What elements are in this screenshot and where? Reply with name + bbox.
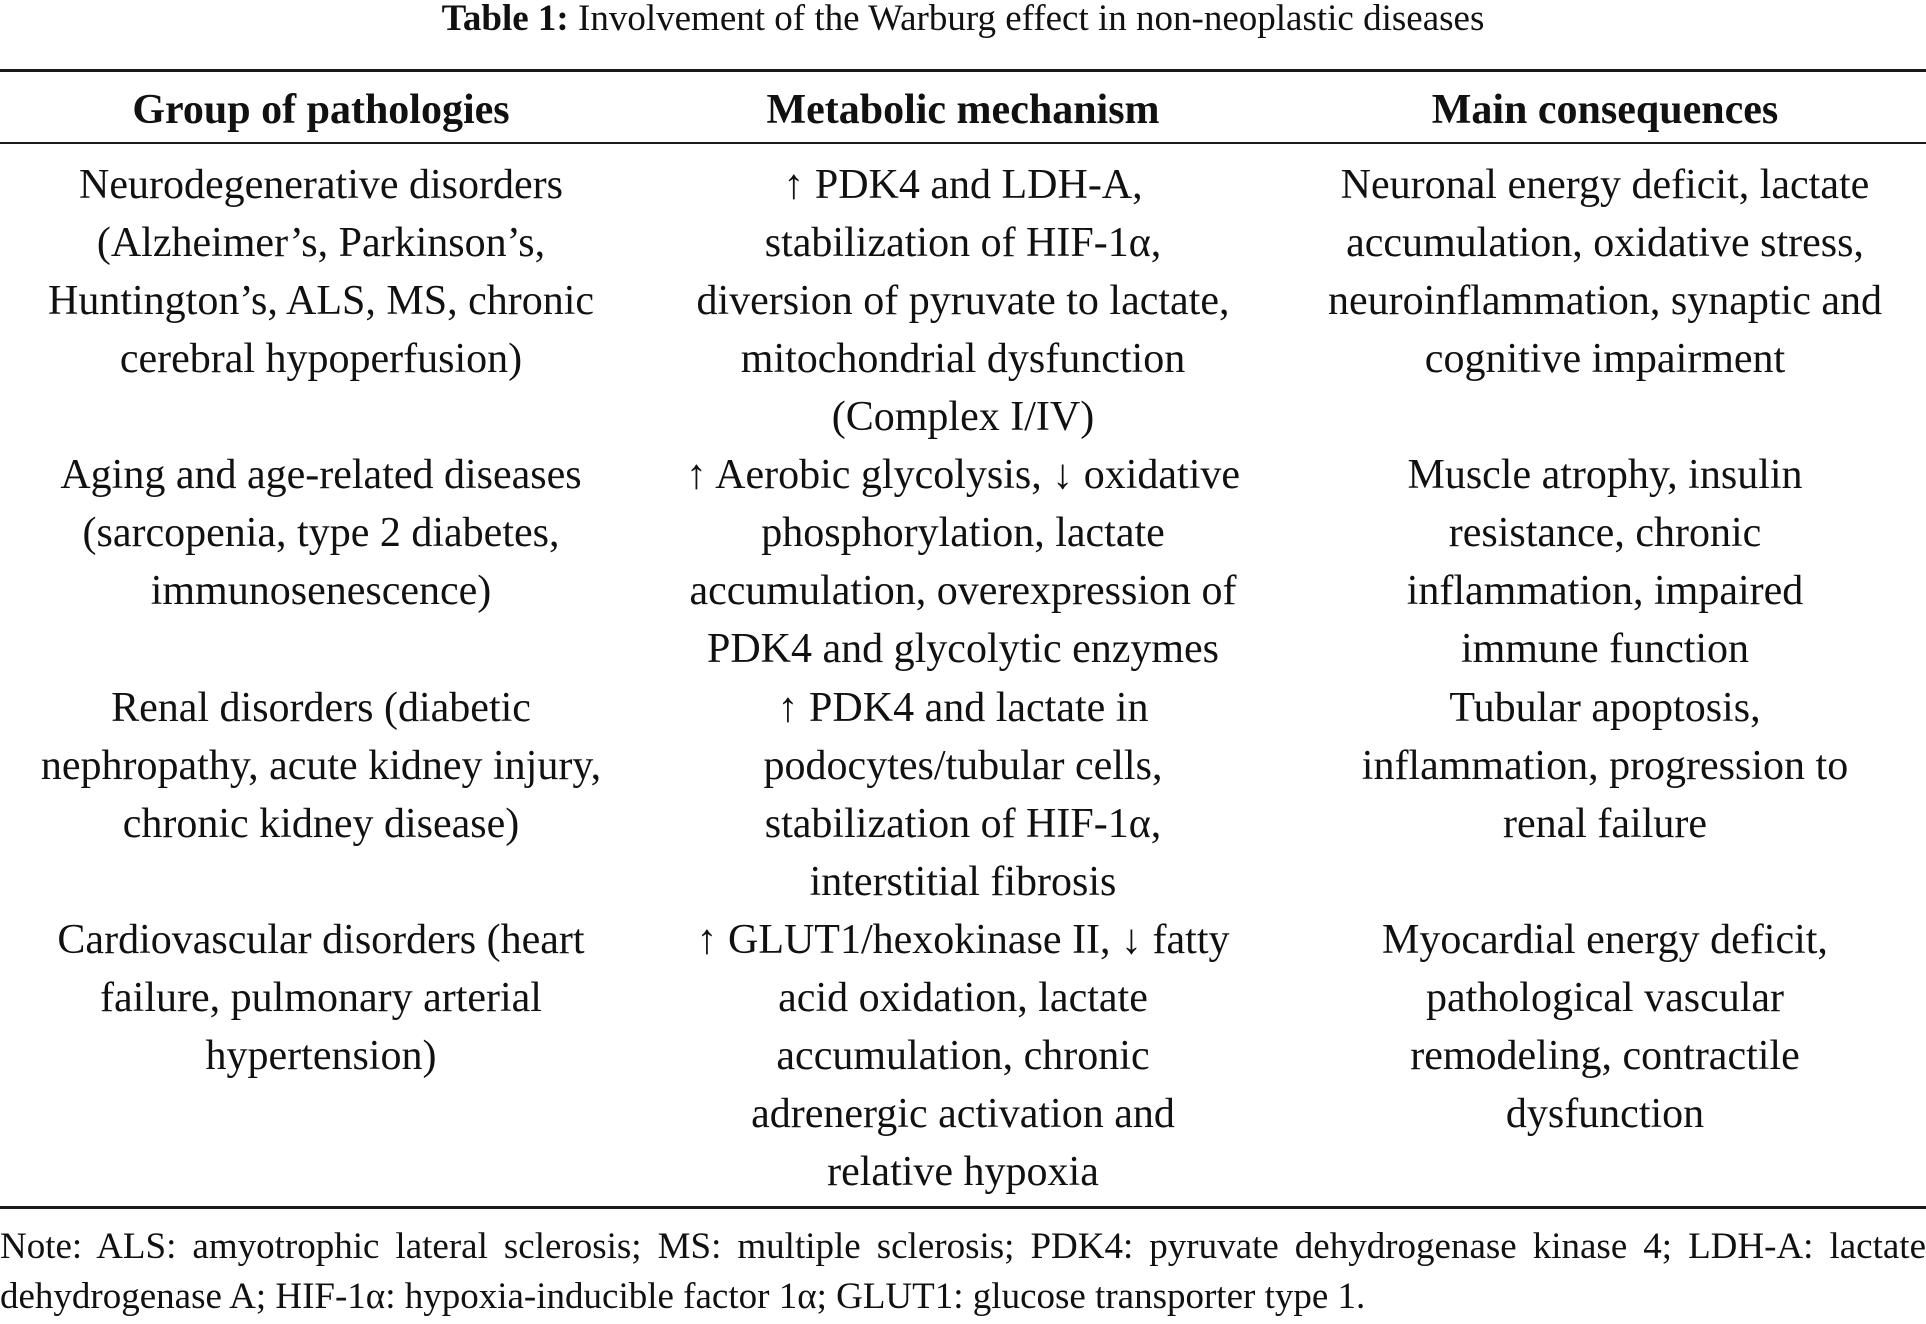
column-header-group: Group of pathologies [132,87,510,133]
table-bottom-rule [0,1206,1926,1209]
cell-consequences: Tubular apoptosis, inflammation, progression to renal failure [1361,685,1849,847]
table-row [0,446,1926,679]
cell-group: Aging and age-related diseases (sarcopenia, type 2 diabetes, immunosenescence) [60,452,582,614]
data-table [0,72,1926,1201]
column-header-consequences: Main consequences [1431,87,1779,133]
cell-group: Cardiovascular disorders (heart failure, pulmonary arterial hypertension) [57,917,585,1079]
cell-consequences: Muscle atrophy, insulin resistance, chronic inflammation, impaired immune function [1406,452,1804,672]
cell-group: Neurodegenerative disorders (Alzheimer’s, Parkinson’s, Huntington’s, ALS, MS, chronic cerebral hypoperfusion) [47,162,595,382]
caption-label: Table 1: [441,0,569,39]
cell-consequences: Myocardial energy deficit, pathological vascular remodeling, contractile dysfunction [1382,917,1828,1137]
column-header-mechanism: Metabolic mechanism [766,87,1160,133]
table-row [0,911,1926,1201]
caption-text: Involvement of the Warburg effect in non-neoplastic diseases [578,0,1485,39]
table-caption [0,0,1926,38]
cell-group: Renal disorders (diabetic nephropathy, acute kidney injury, chronic kidney disease) [40,685,602,847]
cell-mechanism: ↑ PDK4 and lactate in podocytes/tubular cells, stabilization of HIF-1α, interstitial fibrosis [763,685,1163,905]
table-header-row [0,72,1926,142]
table-row [0,156,1926,446]
cell-mechanism: ↑ Aerobic glycolysis, ↓ oxidative phosphorylation, lactate accumulation, overexpression of PDK4 and glycolytic enzymes [685,452,1241,672]
table-row [0,679,1926,911]
table-footnote: Note: ALS: amyotrophic lateral sclerosis; MS: multiple sclerosis; PDK4: pyruvate dehydrogenase kinase 4; LDH-A: lactate dehydrogenase A; HIF-1α: hypoxia-inducible factor 1α; GLUT1: glucose transporter type 1. [0,1226,1926,1317]
cell-consequences: Neuronal energy deficit, lactate accumulation, oxidative stress, neuroinflammation, synaptic and cognitive impairment [1327,162,1883,382]
cell-mechanism: ↑ PDK4 and LDH-A, stabilization of HIF-1α, diversion of pyruvate to lactate, mitochondrial dysfunction (Complex I/IV) [696,162,1230,440]
cell-mechanism: ↑ GLUT1/hexokinase II, ↓ fatty acid oxidation, lactate accumulation, chronic adrenergic activation and relative hypoxia [696,917,1230,1195]
